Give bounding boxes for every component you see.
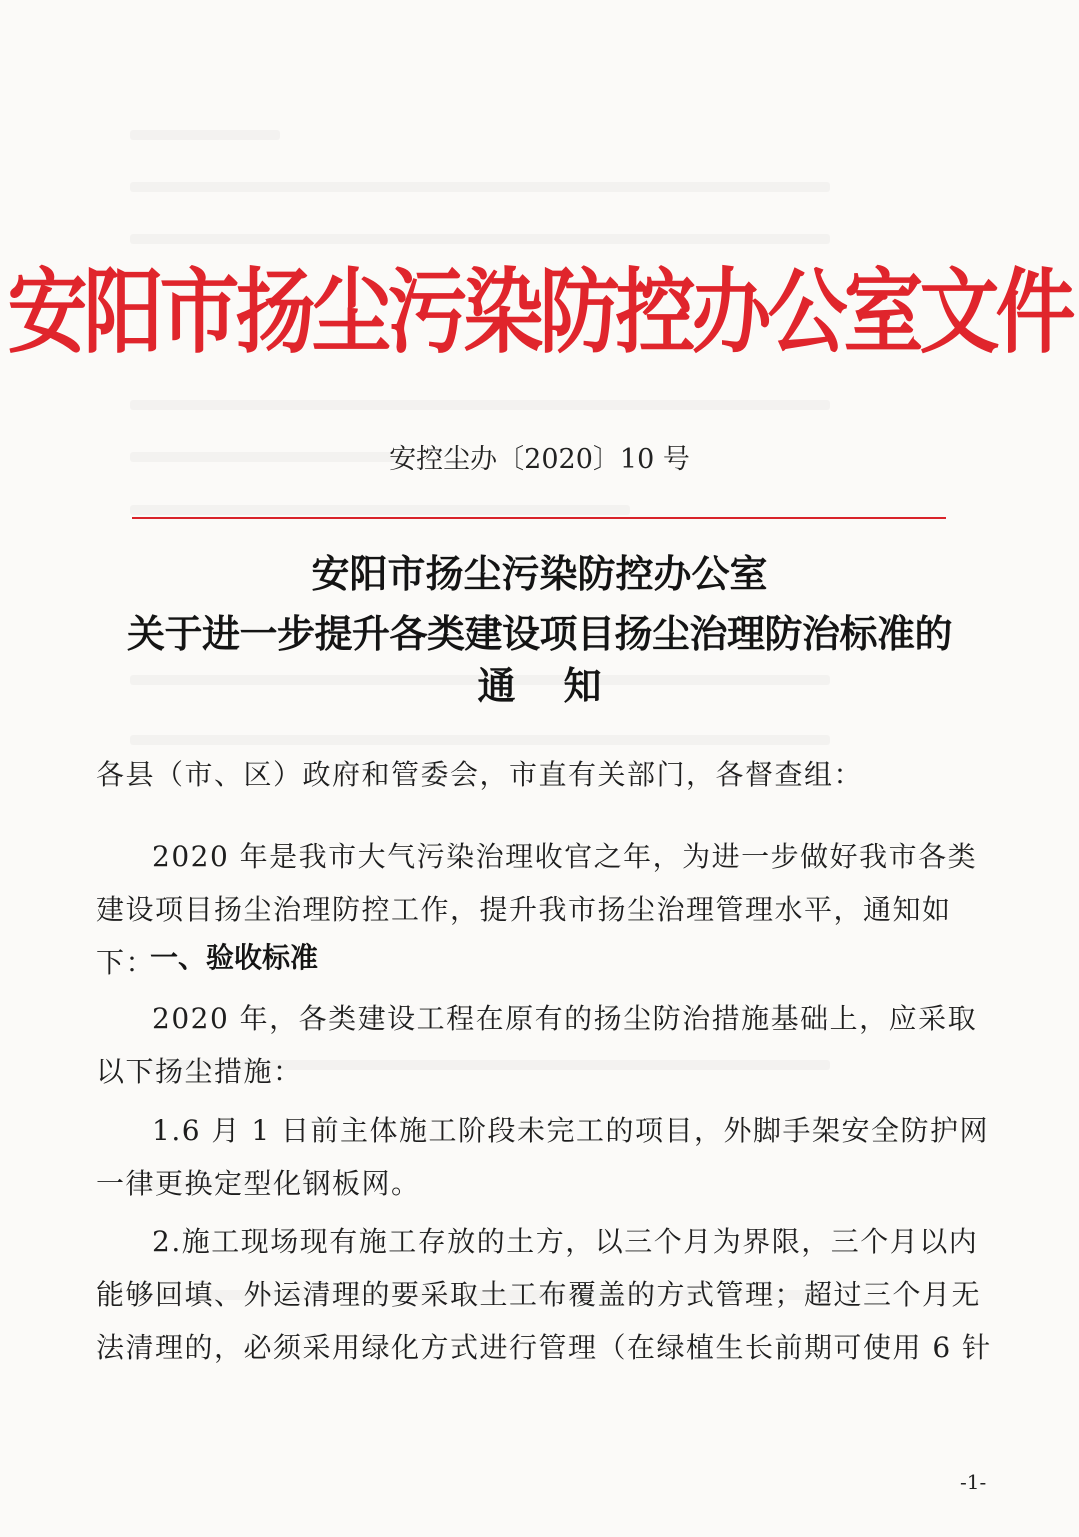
salutation bbox=[96, 748, 996, 801]
notice-title-line-1: 安阳市扬尘污染防控办公室 bbox=[311, 551, 768, 596]
agency-letterhead-title: 安阳市扬尘污染防控办公室文件 bbox=[7, 257, 1072, 367]
document-number: 安控尘办〔2020〕10 号 bbox=[389, 444, 690, 475]
page-number: -1- bbox=[960, 1470, 987, 1494]
section1-text: 2020 年，各类建设工程在原有的扬尘防治措施基础上，应采取以下扬尘措施： bbox=[96, 1002, 978, 1088]
list-item-2-text: 2.施工现场现有施工存放的土方，以三个月为界限，三个月以内能够回填、外运清理的要采取土工布覆盖的方式管理；超过三个月无法清理的，必须采用绿化方式进行管理（在绿植生长前期可使用 6 针 bbox=[96, 1225, 992, 1364]
intro-text: 2020 年是我市大气污染治理收官之年，为进一步做好我市各类建设项目扬尘治理防控工作，提升我市扬尘治理管理水平，通知如下： bbox=[96, 840, 978, 979]
notice-title-line-3: 通知 bbox=[477, 663, 650, 708]
list-item-1-text: 1.6 月 1 日前主体施工阶段未完工的项目，外脚手架安全防护网一律更换定型化钢板网。 bbox=[96, 1114, 990, 1200]
salutation-text: 各县（市、区）政府和管委会，市直有关部门，各督查组： bbox=[96, 758, 864, 791]
section-heading-acceptance-standard: 一、验收标准 bbox=[150, 941, 319, 974]
section1-paragraph bbox=[96, 992, 996, 1098]
red-divider-line bbox=[132, 517, 946, 519]
list-item-1 bbox=[96, 1104, 996, 1210]
list-item-2 bbox=[96, 1215, 996, 1374]
notice-title-line-2: 关于进一步提升各类建设项目扬尘治理防治标准的 bbox=[126, 611, 952, 656]
